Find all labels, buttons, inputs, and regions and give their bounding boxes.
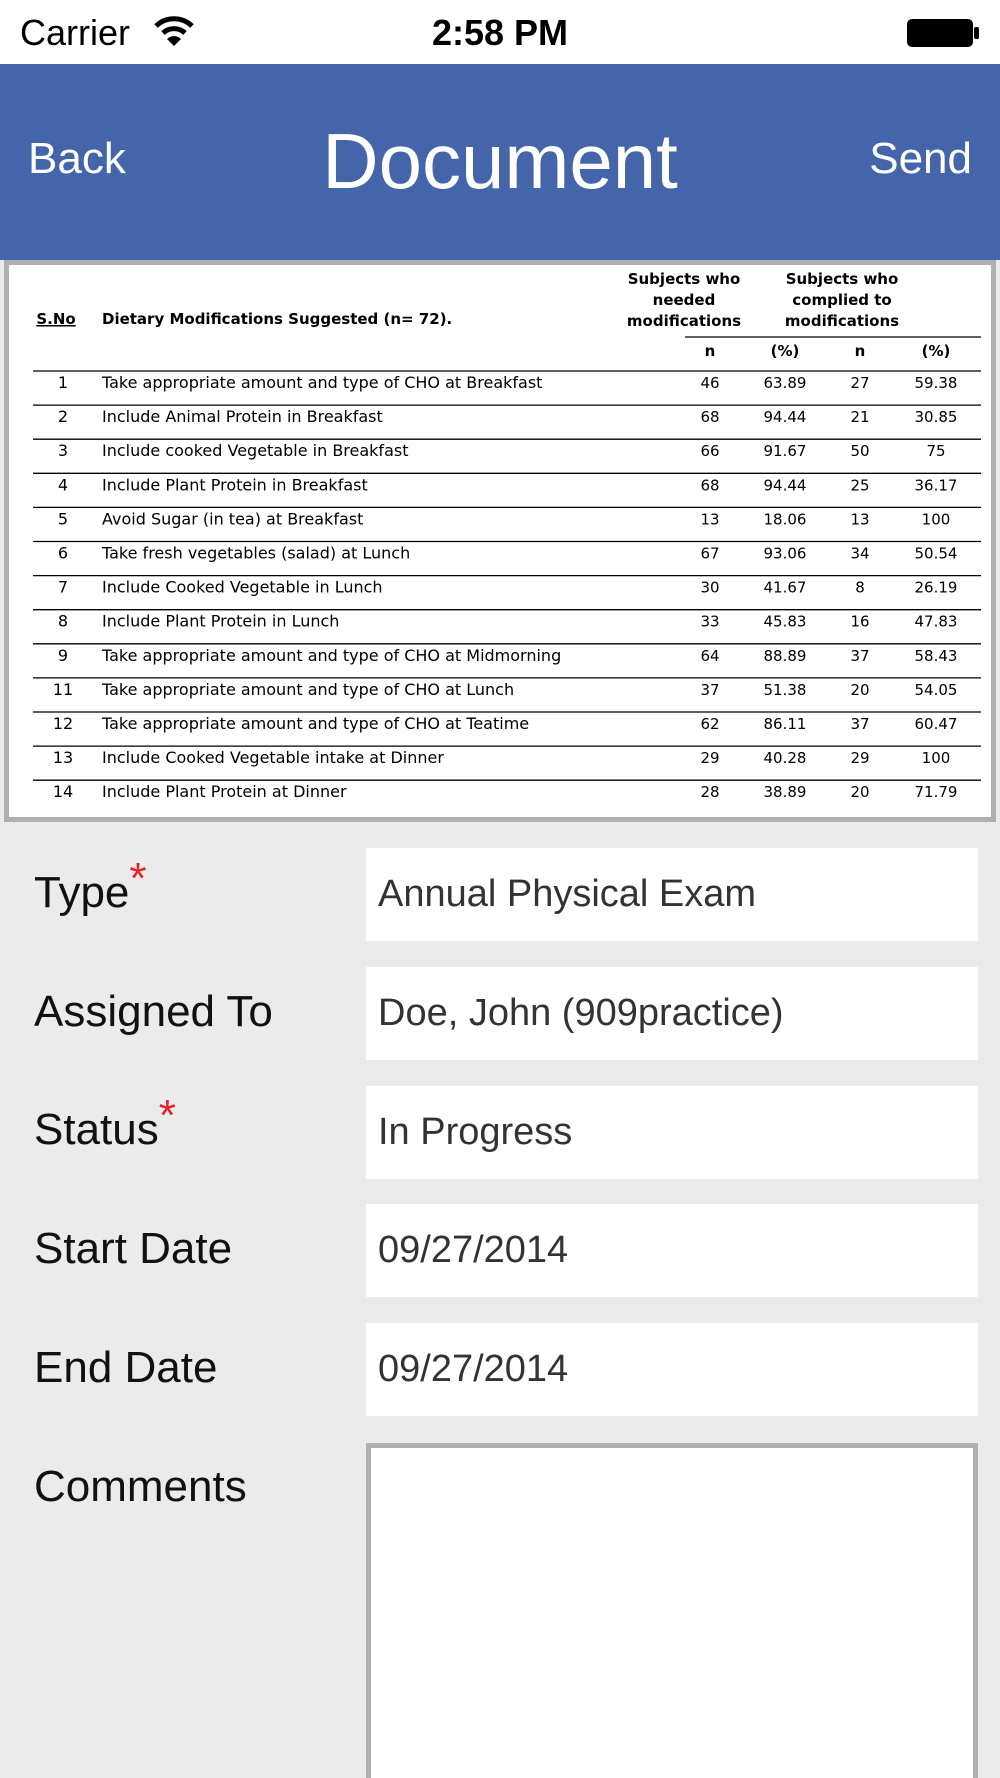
table-cell-needed-pct: 94.44 <box>763 408 807 427</box>
table-cell-complied-pct: 30.85 <box>914 408 958 427</box>
status-label: Status* <box>34 1091 176 1154</box>
table-header-complied: Subjects who <box>785 270 899 288</box>
table-cell-description: Take appropriate amount and type of CHO at Midmorning <box>102 645 562 665</box>
table-cell-complied-n: 29 <box>850 749 870 768</box>
table-cell-complied-pct: 50.54 <box>914 544 958 563</box>
table-cell-description: Include Cooked Vegetable in Lunch <box>102 577 383 597</box>
table-cell-complied-n: 21 <box>850 408 870 427</box>
carrier-label: Carrier <box>20 12 131 53</box>
table-cell-complied-n: 13 <box>850 510 870 529</box>
table-cell-description: Avoid Sugar (in tea) at Breakfast <box>102 509 364 529</box>
end-date-field[interactable] <box>366 1323 978 1416</box>
table-cell-needed-n: 28 <box>700 783 720 802</box>
table-cell-needed-pct: 38.89 <box>763 783 807 802</box>
table-subheader: n <box>704 342 716 360</box>
table-subheader: (%) <box>770 342 800 360</box>
table-cell-complied-n: 27 <box>850 374 870 392</box>
table-cell-complied-n: 37 <box>850 715 870 733</box>
table-cell-complied-n: 50 <box>850 442 870 461</box>
table-cell-complied-pct: 100 <box>921 749 951 768</box>
table-cell-needed-pct: 40.28 <box>763 749 807 768</box>
table-cell-needed-n: 67 <box>700 544 720 563</box>
table-cell-description: Include Plant Protein in Lunch <box>102 611 340 631</box>
table-cell-complied-n: 20 <box>850 680 870 699</box>
table-cell-description: Take appropriate amount and type of CHO at Breakfast <box>102 373 543 392</box>
table-cell-sno: 14 <box>52 782 74 802</box>
table-cell-complied-n: 20 <box>850 783 870 802</box>
document-table <box>9 265 991 817</box>
page-title: Document <box>322 117 678 205</box>
table-cell-sno: 2 <box>57 407 69 427</box>
battery-icon <box>906 18 980 48</box>
table-cell-sno: 6 <box>57 543 69 563</box>
navigation-bar <box>0 64 1000 260</box>
table-cell-needed-pct: 41.67 <box>763 578 807 597</box>
table-cell-sno: 8 <box>57 611 69 631</box>
start-date-label: Start Date <box>34 1224 233 1273</box>
table-cell-needed-pct: 88.89 <box>763 646 807 665</box>
table-subheader: n <box>854 342 866 360</box>
status-field[interactable] <box>366 1086 978 1179</box>
table-cell-complied-pct: 58.43 <box>914 646 958 665</box>
back-button[interactable]: Back <box>28 134 126 183</box>
table-cell-description: Take fresh vegetables (salad) at Lunch <box>102 543 411 563</box>
required-mark: * <box>129 854 147 903</box>
table-cell-complied-n: 8 <box>855 578 865 597</box>
table-cell-needed-pct: 45.83 <box>763 612 807 631</box>
table-cell-description: Include Plant Protein at Dinner <box>102 782 347 802</box>
table-cell-needed-pct: 86.11 <box>763 715 807 733</box>
table-cell-needed-pct: 91.67 <box>763 442 807 461</box>
table-header-description: Dietary Modifications Suggested (n= 72). <box>102 310 453 328</box>
table-cell-sno: 1 <box>57 373 69 392</box>
type-field[interactable] <box>366 848 978 941</box>
table-cell-complied-pct: 71.79 <box>914 783 958 802</box>
table-cell-needed-n: 46 <box>700 374 720 392</box>
table-header-complied: modifications <box>784 312 900 330</box>
table-cell-needed-n: 68 <box>700 476 720 495</box>
clock: 2:58 PM <box>431 12 569 53</box>
table-cell-needed-pct: 94.44 <box>763 476 807 495</box>
table-header-needed: modifications <box>626 312 742 330</box>
send-button[interactable]: Send <box>869 134 972 183</box>
table-cell-sno: 7 <box>57 577 69 597</box>
table-cell-needed-n: 29 <box>700 749 720 768</box>
table-cell-complied-pct: 75 <box>926 442 946 461</box>
table-subheader: (%) <box>921 342 951 360</box>
comments-label: Comments <box>34 1462 247 1511</box>
table-cell-complied-n: 37 <box>850 646 870 665</box>
table-cell-complied-pct: 47.83 <box>914 612 958 631</box>
assigned-to-field[interactable] <box>366 967 978 1060</box>
table-cell-sno: 11 <box>52 679 74 699</box>
table-cell-complied-n: 25 <box>850 476 870 495</box>
table-header-complied: complied to <box>792 291 892 309</box>
table-header-needed: needed <box>652 291 716 309</box>
table-cell-sno: 3 <box>57 441 69 461</box>
table-cell-complied-pct: 26.19 <box>914 578 958 597</box>
table-cell-complied-pct: 60.47 <box>914 715 958 733</box>
document-preview <box>4 260 996 822</box>
table-cell-description: Take appropriate amount and type of CHO at Teatime <box>102 714 530 733</box>
assigned-to-label: Assigned To <box>34 987 273 1036</box>
table-cell-description: Take appropriate amount and type of CHO at Lunch <box>102 679 515 699</box>
table-cell-complied-pct: 100 <box>921 510 951 529</box>
table-cell-needed-pct: 93.06 <box>763 544 807 563</box>
table-cell-description: Include cooked Vegetable in Breakfast <box>102 441 409 461</box>
table-cell-needed-n: 68 <box>700 408 720 427</box>
table-cell-needed-n: 62 <box>700 715 720 733</box>
table-cell-description: Include Cooked Vegetable intake at Dinner <box>102 748 444 768</box>
table-cell-needed-n: 64 <box>700 646 720 665</box>
table-cell-sno: 4 <box>57 475 69 495</box>
table-cell-needed-pct: 18.06 <box>763 510 807 529</box>
table-cell-needed-pct: 63.89 <box>763 374 807 392</box>
table-cell-complied-pct: 36.17 <box>914 476 958 495</box>
table-cell-sno: 13 <box>52 748 74 768</box>
table-cell-complied-pct: 59.38 <box>914 374 958 392</box>
required-mark: * <box>158 1091 176 1140</box>
table-cell-description: Include Plant Protein in Breakfast <box>102 475 368 495</box>
type-label: Type* <box>34 854 147 917</box>
table-cell-needed-n: 33 <box>700 612 720 631</box>
comments-field[interactable] <box>366 1443 978 1778</box>
start-date-field[interactable] <box>366 1204 978 1297</box>
table-cell-needed-n: 37 <box>700 680 720 699</box>
table-cell-sno: 12 <box>52 714 74 733</box>
table-header-needed: Subjects who <box>627 270 741 288</box>
table-cell-sno: 5 <box>57 509 69 529</box>
table-cell-description: Include Animal Protein in Breakfast <box>102 407 383 427</box>
end-date-label: End Date <box>34 1343 218 1392</box>
table-cell-needed-pct: 51.38 <box>763 680 807 699</box>
table-cell-complied-n: 16 <box>850 612 870 631</box>
table-cell-needed-n: 66 <box>700 442 720 461</box>
status-bar <box>0 0 1000 64</box>
table-cell-sno: 9 <box>57 645 69 665</box>
table-cell-needed-n: 13 <box>700 510 720 529</box>
table-cell-complied-pct: 54.05 <box>914 680 958 699</box>
table-cell-complied-n: 34 <box>850 544 870 563</box>
table-cell-needed-n: 30 <box>700 578 720 597</box>
table-header-sno: S.No <box>36 310 76 328</box>
